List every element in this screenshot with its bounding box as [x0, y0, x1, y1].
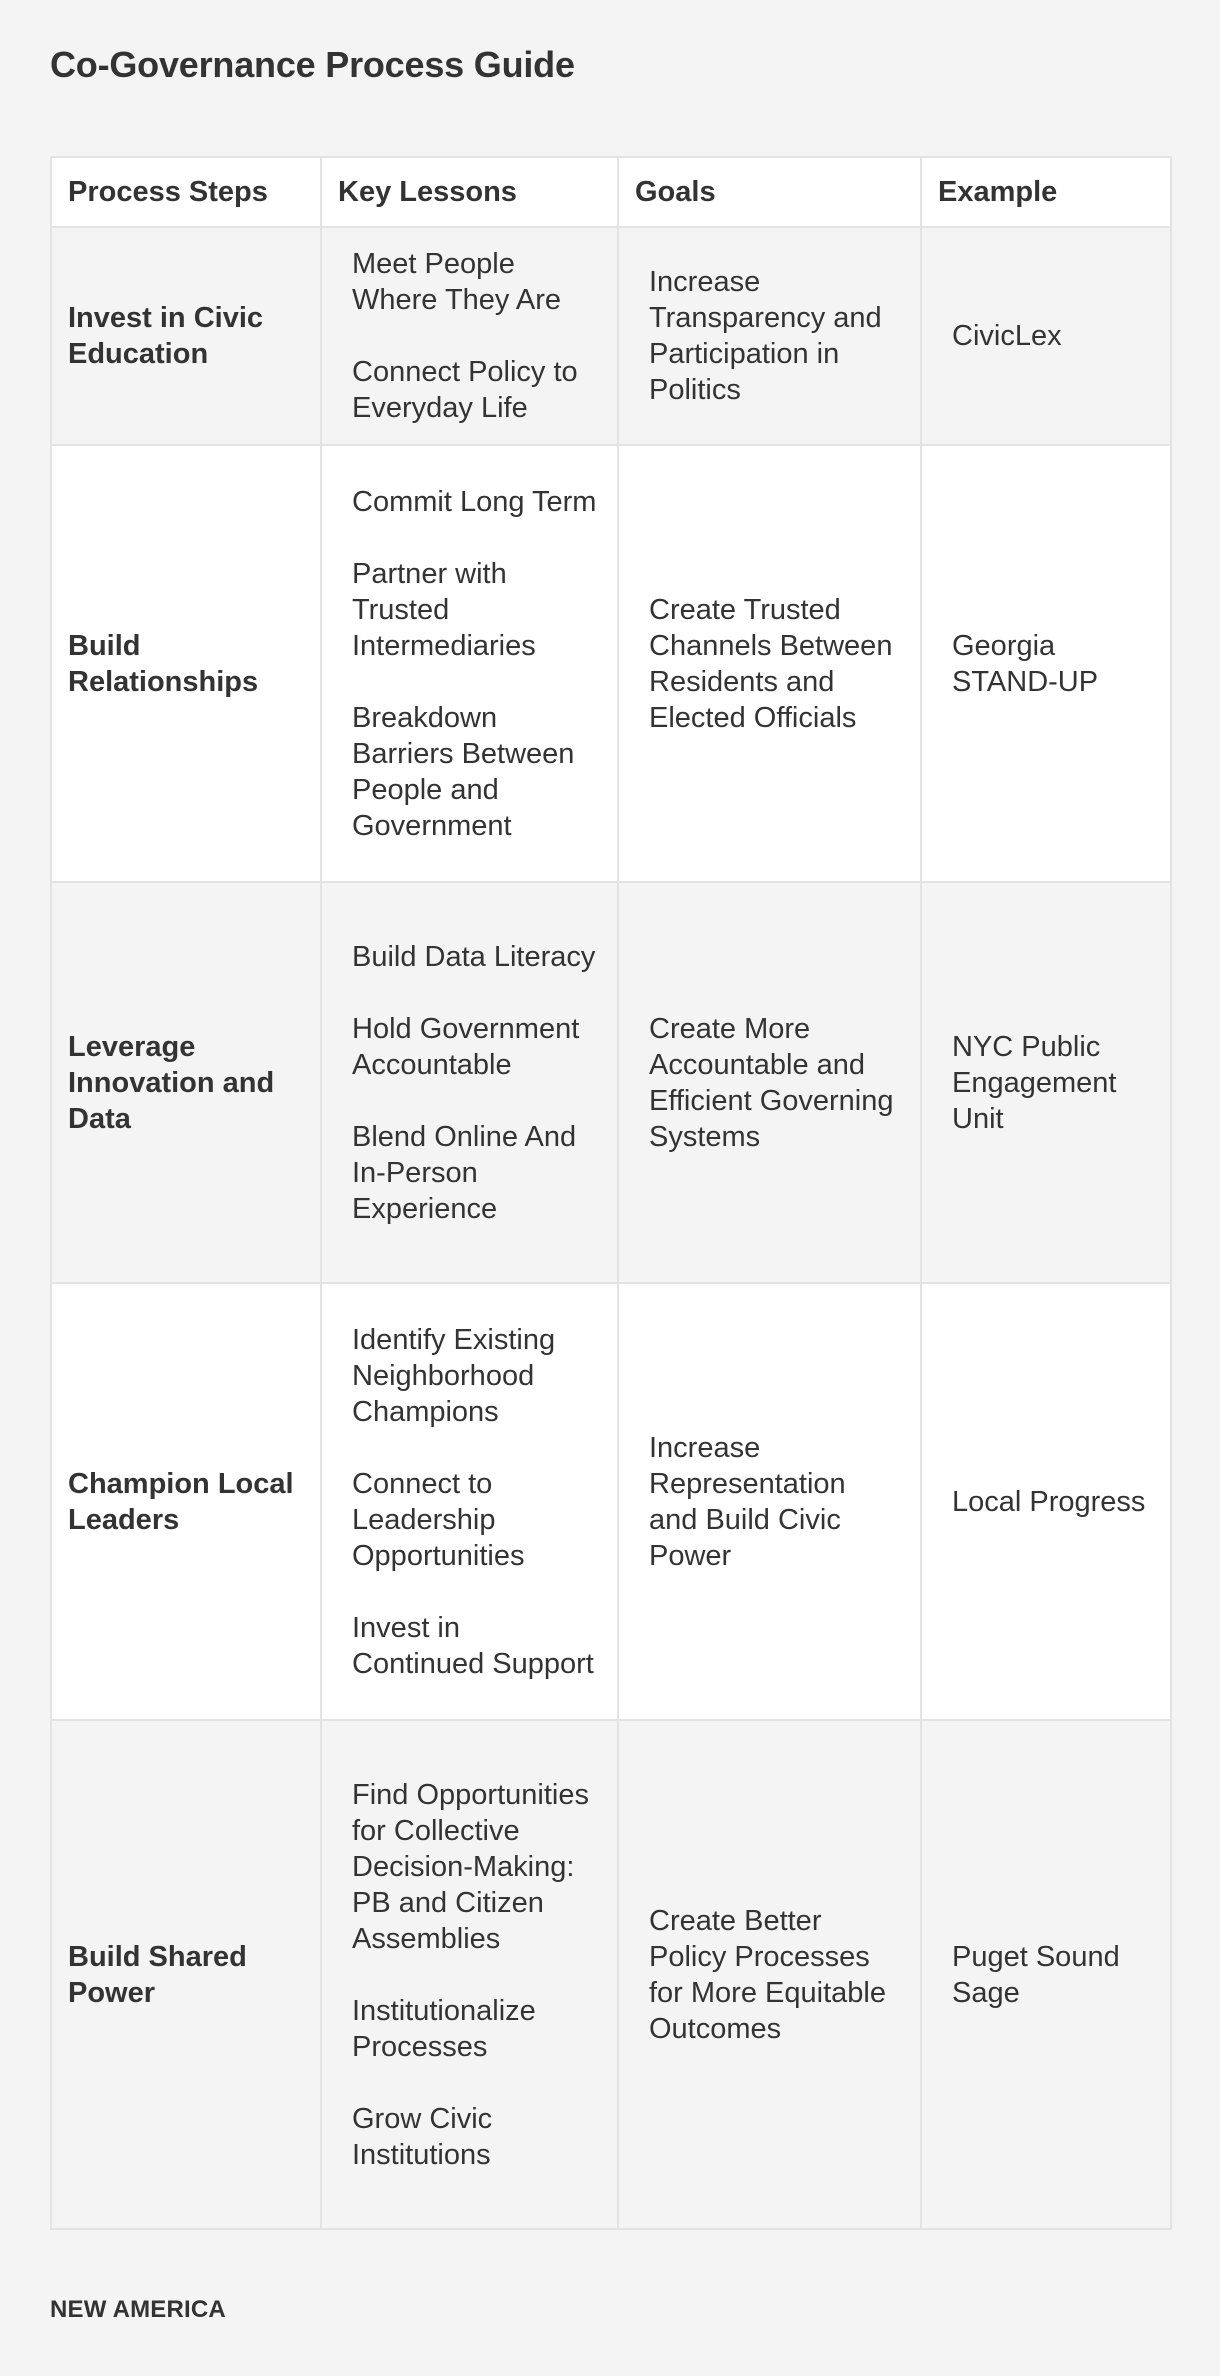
process-step-cell: Leverage Innovation and Data — [51, 882, 321, 1283]
key-lessons-cell — [321, 1283, 618, 1720]
column-header-goals: Goals — [618, 157, 921, 227]
key-lessons-cell — [321, 445, 618, 882]
key-lessons-cell — [321, 882, 618, 1283]
goal-cell: Create Trusted Channels Between Residents and Elected Officials — [618, 445, 921, 882]
key-lessons-cell — [321, 1720, 618, 2229]
lesson-item: Meet People Where They Are — [352, 248, 562, 316]
column-header-key-lessons: Key Lessons — [321, 157, 618, 227]
lesson-item: Commit Long Term — [352, 485, 597, 518]
goal-cell: Create Better Policy Processes for More Equitable Outcomes — [618, 1720, 921, 2229]
process-guide-table — [50, 156, 1172, 2230]
page-title: Co-Governance Process Guide — [50, 44, 575, 85]
column-header-process-steps: Process Steps — [51, 157, 321, 227]
table-row — [51, 445, 1171, 882]
lesson-item: Grow Civic Institutions — [352, 2102, 493, 2171]
process-step-cell: Build Relationships — [51, 445, 321, 882]
process-step-cell: Invest in Civic Education — [51, 227, 321, 445]
lesson-item: Find Opportunities for Collective Decision-Making: PB and Citizen Assemblies — [352, 1778, 589, 1955]
lesson-item: Connect to Leadership Opportunities — [352, 1467, 525, 1572]
goal-cell: Create More Accountable and Efficient Governing Systems — [618, 882, 921, 1283]
example-cell: Georgia STAND-UP — [921, 445, 1171, 882]
example-cell: Puget Sound Sage — [921, 1720, 1171, 2229]
footer-brand-logo: NEW AMERICA — [50, 2296, 226, 2323]
table-row — [51, 882, 1171, 1283]
lesson-item: Identify Existing Neighborhood Champions — [352, 1323, 556, 1428]
table-row — [51, 227, 1171, 445]
table-row — [51, 1720, 1171, 2229]
lesson-item: Partner with Trusted Intermediaries — [352, 557, 536, 662]
lesson-item: Breakdown Barriers Between People and Government — [352, 701, 575, 842]
key-lessons-cell — [321, 227, 618, 445]
goal-cell: Increase Representation and Build Civic Power — [618, 1283, 921, 1720]
example-cell: CivicLex — [921, 227, 1171, 445]
column-header-example: Example — [921, 157, 1171, 227]
process-step-cell: Champion Local Leaders — [51, 1283, 321, 1720]
lesson-item: Invest in Continued Support — [352, 1611, 594, 1680]
lesson-item: Connect Policy to Everyday Life — [352, 356, 578, 424]
lesson-item: Hold Government Accountable — [352, 1012, 580, 1081]
process-step-cell: Build Shared Power — [51, 1720, 321, 2229]
table-header-row — [51, 157, 1171, 227]
lesson-item: Build Data Literacy — [352, 940, 596, 973]
lesson-item: Blend Online And In-Person Experience — [352, 1120, 577, 1225]
lesson-item: Institutionalize Processes — [352, 1994, 536, 2063]
goal-cell: Increase Transparency and Participation in Politics — [618, 227, 921, 445]
table-row — [51, 1283, 1171, 1720]
example-cell: Local Progress — [921, 1283, 1171, 1720]
example-cell: NYC Public Engagement Unit — [921, 882, 1171, 1283]
